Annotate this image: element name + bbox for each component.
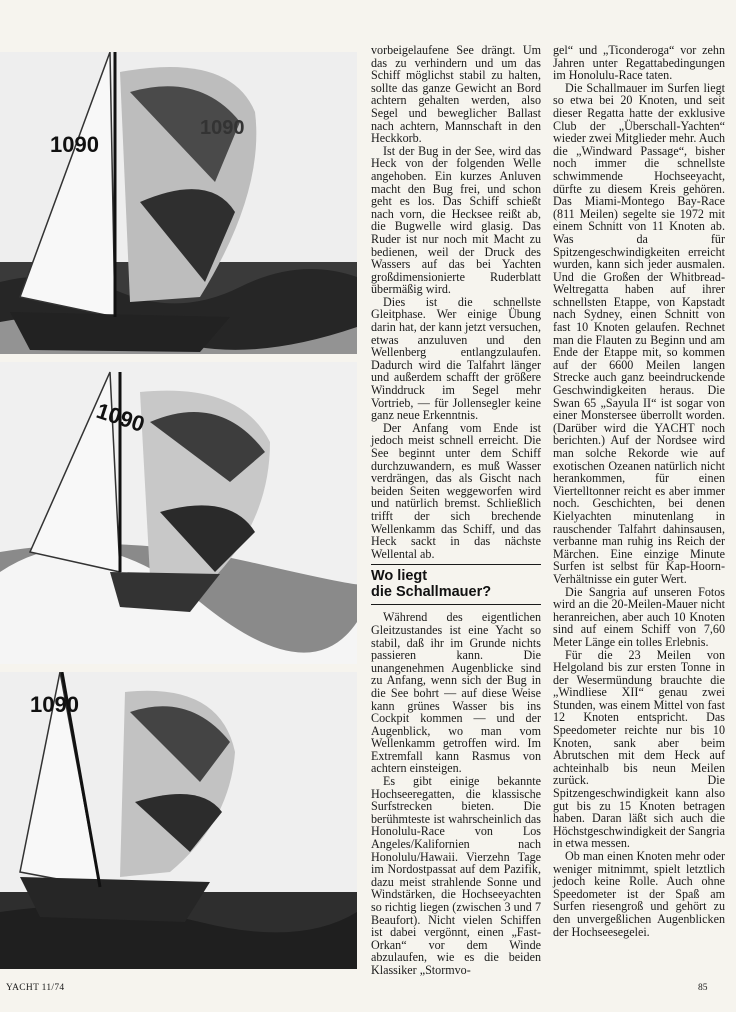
paragraph: Der Anfang vom Ende ist jedoch meist schnell erreicht. Die See beginnt unter dem Schiff durchzuwandern, es muß Wasser verdrängen, das als Gischt nach beiden Seiten weggeworfen wird und natürlich bremst. Schließlich trifft der sich brechende Wellenkamm das Schiff, und das Heck sackt in das nächste Wellental ab. — [371, 420, 541, 561]
spinnaker-number-1: 1090 — [200, 117, 245, 139]
sail-number-2: 1090 — [93, 397, 148, 437]
magazine-footer: YACHT 11/74 — [6, 983, 65, 993]
photo-sailboat-3 — [0, 672, 357, 969]
paragraph: vorbeigelaufene See drängt. Um das zu verhindern und um das Schiff möglichst stabil zu halten, sollte das ganze Gewicht an Bord achtern gehalten werden, also Segel und beweglicher Ballast nach achtern, Mannschaft in den Heckkorb. — [371, 43, 541, 146]
page-number: 85 — [698, 983, 708, 993]
sail-number-3: 1090 — [30, 692, 79, 717]
article-column-right — [553, 44, 725, 938]
paragraph: gel“ und „Ticonderoga“ vor zehn Jahren unter Regattabedingungen im Honolulu-Race taten. — [553, 43, 725, 83]
photo-sailboat-1 — [0, 52, 357, 354]
column-gutter — [360, 44, 361, 969]
sail-number-1: 1090 — [50, 132, 99, 157]
paragraph: Die Sangria auf unseren Fotos wird an die 20-Meilen-Mauer nicht heranreichen, aber auch 10 Knoten sind auf einem Schiff von 7,60 Meter Länge ein tolles Erlebnis. — [553, 584, 725, 649]
paragraph: Während des eigentlichen Gleitzustandes ist eine Yacht so stabil, daß ihr im Grunde nichts passieren kann. Die unangenehmen Augenblicke sind zu Anfang, wenn sich der Bug in die See bohrt — auf diese Weise kann grünes Wasser bis ins Cockpit kommen — und der Augenblick, wo man vom Wellenkamm getroffen wird. Im Extremfall kann Rasmus von achtern einsteigen. — [371, 610, 541, 776]
section-heading-box — [371, 564, 541, 605]
photo-sailboat-2 — [0, 362, 357, 664]
paragraph: Die Schallmauer im Surfen liegt so etwa bei 20 Knoten, und seit dieser Regatta hatte der exklusive Club der „Überschall-Yachten“ wieder zwei Mitglieder mehr. Auch die „Windward Passage“, bisher noch immer die schnellste schwimmende Hochseeyacht, dürfte zu diesem Kreis gehören. Das Miami-Montego Bay-Race (811 Meilen) segelte sie 1972 mit einem Schnitt von 11 Knoten ab. Was da für Spitzengeschwindigkeiten erreicht wurden, kann sich jeder ausmalen. Und die Großen der Whitbread-Weltregatta haben auf ihrer schnellsten Etappe, von Kapstadt nach Sydney, einen Schnitt von fast 10 Knoten gelaufen. Rechnet man die Flauten zu Beginn und am Ende der Etappe mit, so kommen auf der 6600 Meilen langen Strecke auch ganz beeindruckende Geschwindigkeiten heraus. Die Swan 65 „Sayula II“ ist sogar von einer Monstersee überrollt worden. (Darüber wird die YACHT noch berichten.) Auf der Nordsee wird man solche Rekorde wie auf exotischen Ozeanen natürlich nicht herankommen, für einen Viertelltonner reicht es aber immer noch. Geschichten, bei denen Kielyachten minutenlang in rauschender Talfahrt dahinsausen, verbanne man ruhig ins Reich der Märchen. Eine einzige Minute Surfen ist selbst für Kap-Hoorn-Verhältnisse ein guter Wert. — [553, 80, 725, 586]
paragraph: Für die 23 Meilen von Helgoland bis zur ersten Tonne in der Wesermündung brauchte die „Windliese XII“ genau zwei Stunden, was einem Mittel von fast 12 Knoten entspricht. Das Speedometer reichte nur bis 10 Knoten, sank aber beim Abrutschen mit dem Heck auf achteinhalb bis neun Meilen zurück. Die Spitzengeschwindigkeit kann also gut bis zu 15 Knoten betragen haben. Daran läßt sich auch die Höchstgeschwindigkeit der Sangria in etwa messen. — [553, 647, 725, 851]
sailboat-photo-2-image — [0, 362, 357, 664]
section-heading-line-2: die Schallmauer? — [371, 583, 492, 600]
paragraph: Dies ist die schnellste Gleitphase. Wer einige Übung darin hat, der kann jetzt versuchen, etwas anzuluven und den Wellenberg entlangzulaufen. Dadurch wird die Talfahrt länger und außerdem schafft der größere Winddruck im Segel mehr Vortrieb, — für Jollensegler keine ganz neue Erkenntnis. — [371, 294, 541, 423]
paragraph: Es gibt einige bekannte Hochseeregatten, die klassische Surfstrecken bieten. Die berühmteste ist wahrscheinlich das Honolulu-Race von Los Angeles/Kalifornien nach Honolulu/Hawaii. Vierzehn Tage im Nordostpassat auf dem Pazifik, dazu meist strahlende Sonne und Windstärken, die Hochseeyachten so richtig liegen (zwischen 3 und 7 Beaufort). Nicht vielen Schiffen ist dabei vergönnt, einen „Fast-Orkan“ vor dem Winde abzulaufen, wie es die beiden Klassiker „Stormvo- — [371, 774, 541, 977]
paragraph: Ob man einen Knoten mehr oder weniger mitnimmt, spielt letztlich jedoch keine Rolle. Auch ohne Speedometer ist der Spaß am Surfen riesengroß und gehört zu den unvergeßlichen Augenblicken der Hochseesegelei. — [553, 849, 725, 939]
sailboat-photo-1-image — [0, 52, 357, 354]
paragraph: Ist der Bug in der See, wird das Heck von der folgenden Welle angehoben. Ein kurzes Anluven macht den Bug frei, und schon geht es los. Das Schiff schießt nach vorn, die Hecksee reißt ab, die Bugwelle wird glasig. Das Ruder ist nur noch mit Macht zu bedienen, weil der Druck des Wassers auf das bei Yachten großdimensionierte Ruderblatt übermäßig wird. — [371, 143, 541, 297]
sailboat-photo-3-image — [0, 672, 357, 969]
article-column-middle — [371, 44, 541, 977]
section-heading-line-1: Wo liegt — [371, 568, 428, 585]
